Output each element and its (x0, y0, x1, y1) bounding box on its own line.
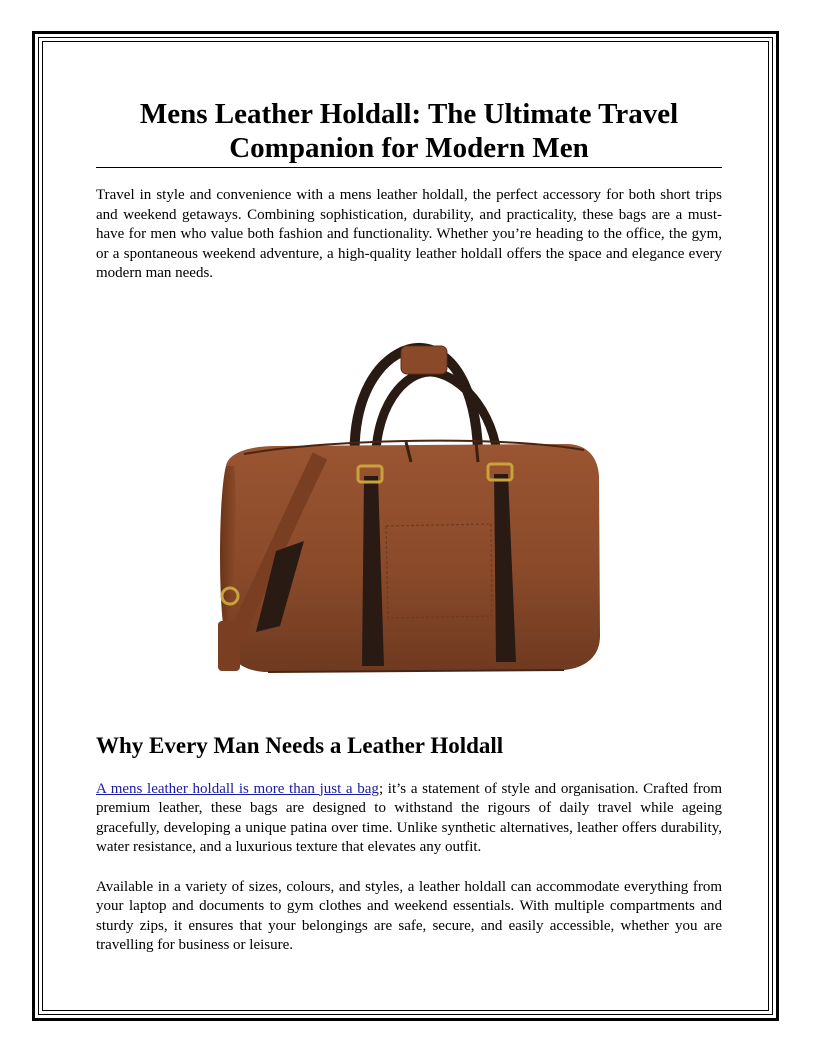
section-paragraph-1 (96, 780, 722, 858)
section-heading: Why Every Man Needs a Leather Holdall (96, 732, 504, 758)
section-paragraph-1-text: ; it’s a statement of style and organisation. Crafted from premium leather, these bags are designed to withstand the rigours of daily travel while ageing gracefully, developing a unique patina over time. Unlike synthetic alternatives, leather offers durability, water resistance, and a luxurious texture that elevates any outfit. (96, 780, 722, 855)
document-body (96, 97, 722, 956)
brown-leather-holdall-bag-icon (216, 326, 606, 706)
holdall-link[interactable]: A mens leather holdall is more than just a bag (96, 780, 379, 797)
holdall-image (96, 326, 722, 706)
document-title: Mens Leather Holdall: The Ultimate Travel Companion for Modern Men (96, 97, 722, 168)
intro-paragraph: Travel in style and convenience with a mens leather holdall, the perfect accessory for both short trips and weekend getaways. Combining sophistication, durability, and practicality, these bags are a must-have for men who value both fashion and functionality. Whether you’re heading to the office, the gym, or a spontaneous weekend adventure, a high-quality leather holdall offers the space and elegance every modern man needs. (96, 187, 722, 281)
section-paragraph-2: Available in a variety of sizes, colours, and styles, a leather holdall can accommodate everything from your laptop and documents to gym clothes and weekend essentials. With multiple compartments and sturdy zips, it ensures that your belongings are safe, secure, and easily accessible, whether you are travelling for business or leisure. (96, 878, 722, 953)
